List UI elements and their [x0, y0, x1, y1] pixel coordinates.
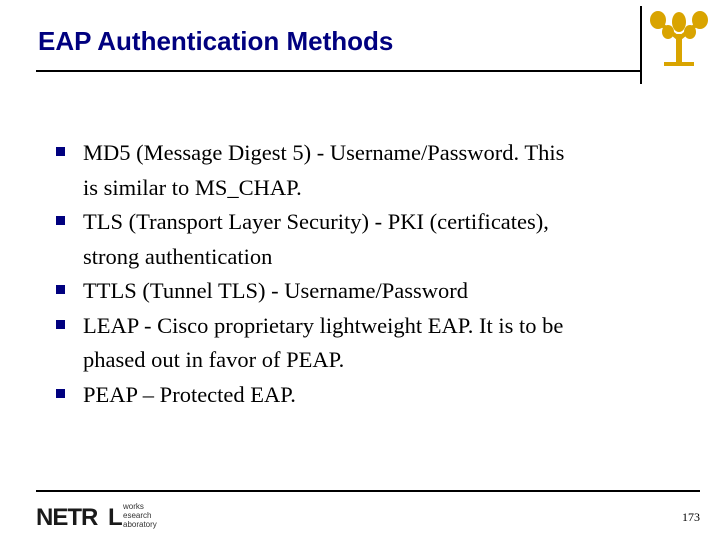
netrl-logo-laboratory: aboratory	[123, 520, 157, 529]
logo-divider	[640, 6, 642, 84]
title-underline	[36, 70, 640, 72]
page-number: 173	[682, 510, 700, 524]
footer-rule	[36, 490, 700, 492]
bullet-text: PEAP – Protected EAP.	[83, 381, 296, 407]
square-bullet-icon	[56, 147, 65, 156]
slide-title: EAP Authentication Methods	[38, 26, 394, 56]
bullet-text: TLS (Transport Layer Security) - PKI (certificates),	[83, 209, 549, 234]
netrl-logo-research: esearch	[123, 511, 152, 520]
bullet-text: LEAP - Cisco proprietary lightweight EAP. It is to be	[83, 312, 564, 338]
netrl-logo-works: works	[123, 502, 144, 511]
bullet-text: phased out in favor of PEAP.	[83, 347, 345, 372]
bullet-text: TTLS (Tunnel TLS) - Username/Password	[83, 278, 468, 303]
netrl-logo-l: L	[108, 504, 123, 531]
square-bullet-icon	[56, 320, 65, 329]
bullet-text: strong authentication	[83, 243, 273, 269]
square-bullet-icon	[56, 389, 65, 398]
square-bullet-icon	[56, 285, 65, 294]
tree-logo-icon	[646, 8, 712, 68]
bullet-text: is similar to MS_CHAP.	[83, 174, 302, 200]
netrl-logo-netr: NETR	[36, 504, 98, 531]
bullet-text: MD5 (Message Digest 5) - Username/Password. This	[83, 140, 565, 165]
netrl-logo	[36, 500, 157, 532]
square-bullet-icon	[56, 216, 65, 225]
